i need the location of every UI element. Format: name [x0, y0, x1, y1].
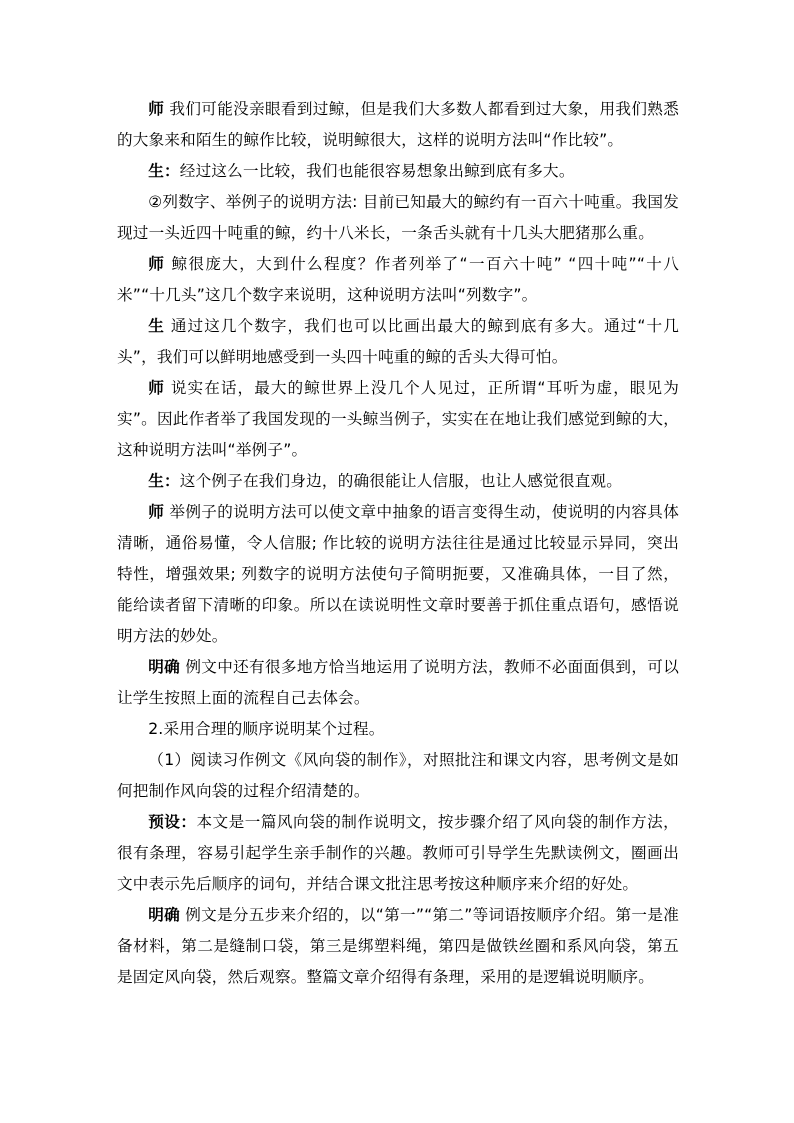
paragraph-teacher-3	[117, 373, 679, 466]
paragraph-text: 我们可能没亲眼看到过鲸，但是我们大多数人都看到过大象，用我们熟悉的大象来和陌生的鲸作比较，说明鲸很大，这样的说明方法叫“作比较”。	[117, 100, 679, 149]
paragraph-text: 例文是分五步来介绍的，以“第一”“第二”等词语按顺序介绍。第一是准备材料，第二是缝制口袋，第三是绑塑料绳，第四是做铁丝圈和系风向袋，第五是固定风向袋，然后观察。整篇文章介绍得有条理，采用的是逻辑说明顺序。	[117, 906, 679, 986]
paragraph-text: 这个例子在我们身边，的确很能让人信服，也让人感觉很直观。	[179, 472, 623, 490]
speaker-label: 师	[148, 255, 166, 273]
speaker-label: 生：	[148, 162, 180, 180]
speaker-label: 明确	[148, 658, 181, 676]
paragraph-student-1	[117, 156, 679, 187]
paragraph-text: 本文是一篇风向袋的制作说明文，按步骤介绍了风向袋的制作方法，很有条理，容易引起学生亲手制作的兴趣。教师可引导学生先默读例文，圈画出文中表示先后顺序的词句，并结合课文批注思考按这种顺序来介绍的好处。	[117, 813, 679, 893]
paragraph-text: 例文中还有很多地方恰当地运用了说明方法，教师不必面面俱到，可以让学生按照上面的流程自己去体会。	[117, 658, 679, 707]
paragraph-text: 2.采用合理的顺序说明某个过程。	[148, 720, 385, 738]
speaker-label: 生	[148, 317, 165, 335]
paragraph-text: ②列数字、举例子的说明方法: 目前已知最大的鲸约有一百六十吨重。我国发现过一头近四十吨重的鲸，约十八米长，一条舌头就有十几头大肥猪那么重。	[117, 193, 679, 242]
paragraph-text: 经过这么一比较，我们也能很容易想象出鲸到底有多大。	[179, 162, 575, 180]
paragraph-section-2	[117, 714, 679, 745]
paragraph-method-2	[117, 187, 679, 249]
paragraph-teacher-2	[117, 249, 679, 311]
paragraph-student-2	[117, 311, 679, 373]
speaker-label: 明确	[148, 906, 180, 924]
paragraph-text: 说实在话，最大的鲸世界上没几个人见过，正所谓“耳听为虚，眼见为实”。因此作者举了我国发现的一头鲸当例子，实实在在地让我们感觉到鲸的大，这种说明方法叫“举例子”。	[117, 379, 679, 459]
paragraph-clarify-2	[117, 900, 679, 993]
speaker-label: 师	[148, 379, 165, 397]
speaker-label: 师	[148, 100, 165, 118]
speaker-label: 师	[148, 503, 165, 521]
paragraph-task-1	[117, 745, 679, 807]
paragraph-text: 举例子的说明方法可以使文章中抽象的语言变得生动，使说明的内容具体清晰，通俗易懂，令人信服; 作比较的说明方法往往是通过比较显示异同，突出特性，增强效果; 列数字的说明方法使句子简明扼要，又准确具体，一目了然，能给读者留下清晰的印象。所以在读说明性文章时要善于抓住重点语句，感悟说明方法的妙处。	[117, 503, 679, 645]
document-page	[117, 94, 679, 993]
speaker-label: 预设：	[148, 813, 197, 831]
paragraph-clarify-1	[117, 652, 679, 714]
paragraph-teacher-1	[117, 94, 679, 156]
paragraph-text: 鲸很庞大，大到什么程度？作者列举了“一百六十吨” “四十吨”“十八米”“十几头”这几个数字来说明，这种说明方法叫“列数字”。	[117, 255, 679, 304]
speaker-label: 生：	[148, 472, 180, 490]
paragraph-teacher-4	[117, 497, 679, 652]
paragraph-student-3	[117, 466, 679, 497]
paragraph-text: （1）阅读习作例文《风向袋的制作》，对照批注和课文内容，思考例文是如何把制作风向袋的过程介绍清楚的。	[117, 751, 679, 800]
paragraph-preset	[117, 807, 679, 900]
paragraph-text: 通过这几个数字，我们也可以比画出最大的鲸到底有多大。通过“十几头”，我们可以鲜明地感受到一头四十吨重的鲸的舌头大得可怕。	[117, 317, 679, 366]
